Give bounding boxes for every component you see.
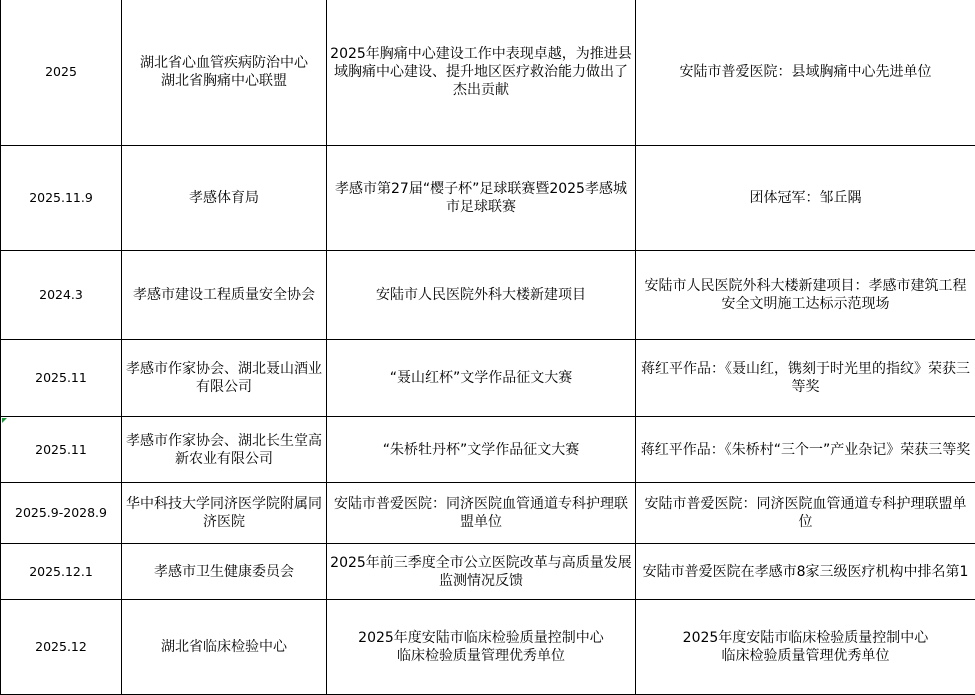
date-cell[interactable]: 2025 — [1, 0, 122, 146]
project-cell[interactable]: “聂山红杯”文学作品征文大赛 — [327, 340, 636, 417]
table-row — [1, 600, 975, 695]
organization-cell[interactable]: 孝感体育局 — [122, 146, 327, 251]
project-cell[interactable]: 2025年前三季度全市公立医院改革与高质量发展监测情况反馈 — [327, 544, 636, 600]
table-row — [1, 340, 975, 417]
result-cell[interactable]: 2025年度安陆市临床检验质量控制中心 临床检验质量管理优秀单位 — [636, 600, 975, 695]
table-row — [1, 0, 975, 146]
organization-cell[interactable]: 湖北省心血管疾病防治中心 湖北省胸痛中心联盟 — [122, 0, 327, 146]
result-cell[interactable]: 蒋红平作品：《聂山红，镌刻于时光里的指纹》荣获三等奖 — [636, 340, 975, 417]
result-cell[interactable]: 团体冠军：邹丘隅 — [636, 146, 975, 251]
table-row — [1, 544, 975, 600]
table-row — [1, 146, 975, 251]
date-cell[interactable]: 2025.12.1 — [1, 544, 122, 600]
project-cell[interactable]: 2025年度安陆市临床检验质量控制中心 临床检验质量管理优秀单位 — [327, 600, 636, 695]
project-cell[interactable]: 孝感市第27届“樱子杯”足球联赛暨2025孝感城市足球联赛 — [327, 146, 636, 251]
organization-cell[interactable]: 孝感市卫生健康委员会 — [122, 544, 327, 600]
date-cell[interactable]: 2025.11 — [1, 417, 122, 483]
cell-comment-marker[interactable] — [2, 418, 7, 423]
table-row — [1, 251, 975, 340]
date-cell[interactable]: 2025.11.9 — [1, 146, 122, 251]
table-row — [1, 417, 975, 483]
date-cell[interactable]: 2025.9-2028.9 — [1, 483, 122, 544]
project-cell[interactable]: 2025年胸痛中心建设工作中表现卓越，为推进县域胸痛中心建设、提升地区医疗救治能力做出了杰出贡献 — [327, 0, 636, 146]
project-cell[interactable]: “朱桥牡丹杯”文学作品征文大赛 — [327, 417, 636, 483]
project-cell[interactable]: 安陆市普爱医院：同济医院血管通道专科护理联盟单位 — [327, 483, 636, 544]
result-cell[interactable]: 安陆市普爱医院在孝感市8家三级医疗机构中排名第1 — [636, 544, 975, 600]
organization-cell[interactable]: 孝感市建设工程质量安全协会 — [122, 251, 327, 340]
result-cell[interactable]: 安陆市普爱医院：同济医院血管通道专科护理联盟单位 — [636, 483, 975, 544]
organization-cell[interactable]: 孝感市作家协会、湖北聂山酒业有限公司 — [122, 340, 327, 417]
table-row — [1, 483, 975, 544]
result-cell[interactable]: 安陆市人民医院外科大楼新建项目：孝感市建筑工程安全文明施工达标示范现场 — [636, 251, 975, 340]
date-cell[interactable]: 2025.12 — [1, 600, 122, 695]
organization-cell[interactable]: 孝感市作家协会、湖北长生堂高新农业有限公司 — [122, 417, 327, 483]
project-cell[interactable]: 安陆市人民医院外科大楼新建项目 — [327, 251, 636, 340]
date-cell[interactable]: 2025.11 — [1, 340, 122, 417]
result-cell[interactable]: 蒋红平作品：《朱桥村“三个一”产业杂记》荣获三等奖 — [636, 417, 975, 483]
organization-cell[interactable]: 湖北省临床检验中心 — [122, 600, 327, 695]
date-cell[interactable]: 2024.3 — [1, 251, 122, 340]
result-cell[interactable]: 安陆市普爱医院：县域胸痛中心先进单位 — [636, 0, 975, 146]
organization-cell[interactable]: 华中科技大学同济医学院附属同济医院 — [122, 483, 327, 544]
